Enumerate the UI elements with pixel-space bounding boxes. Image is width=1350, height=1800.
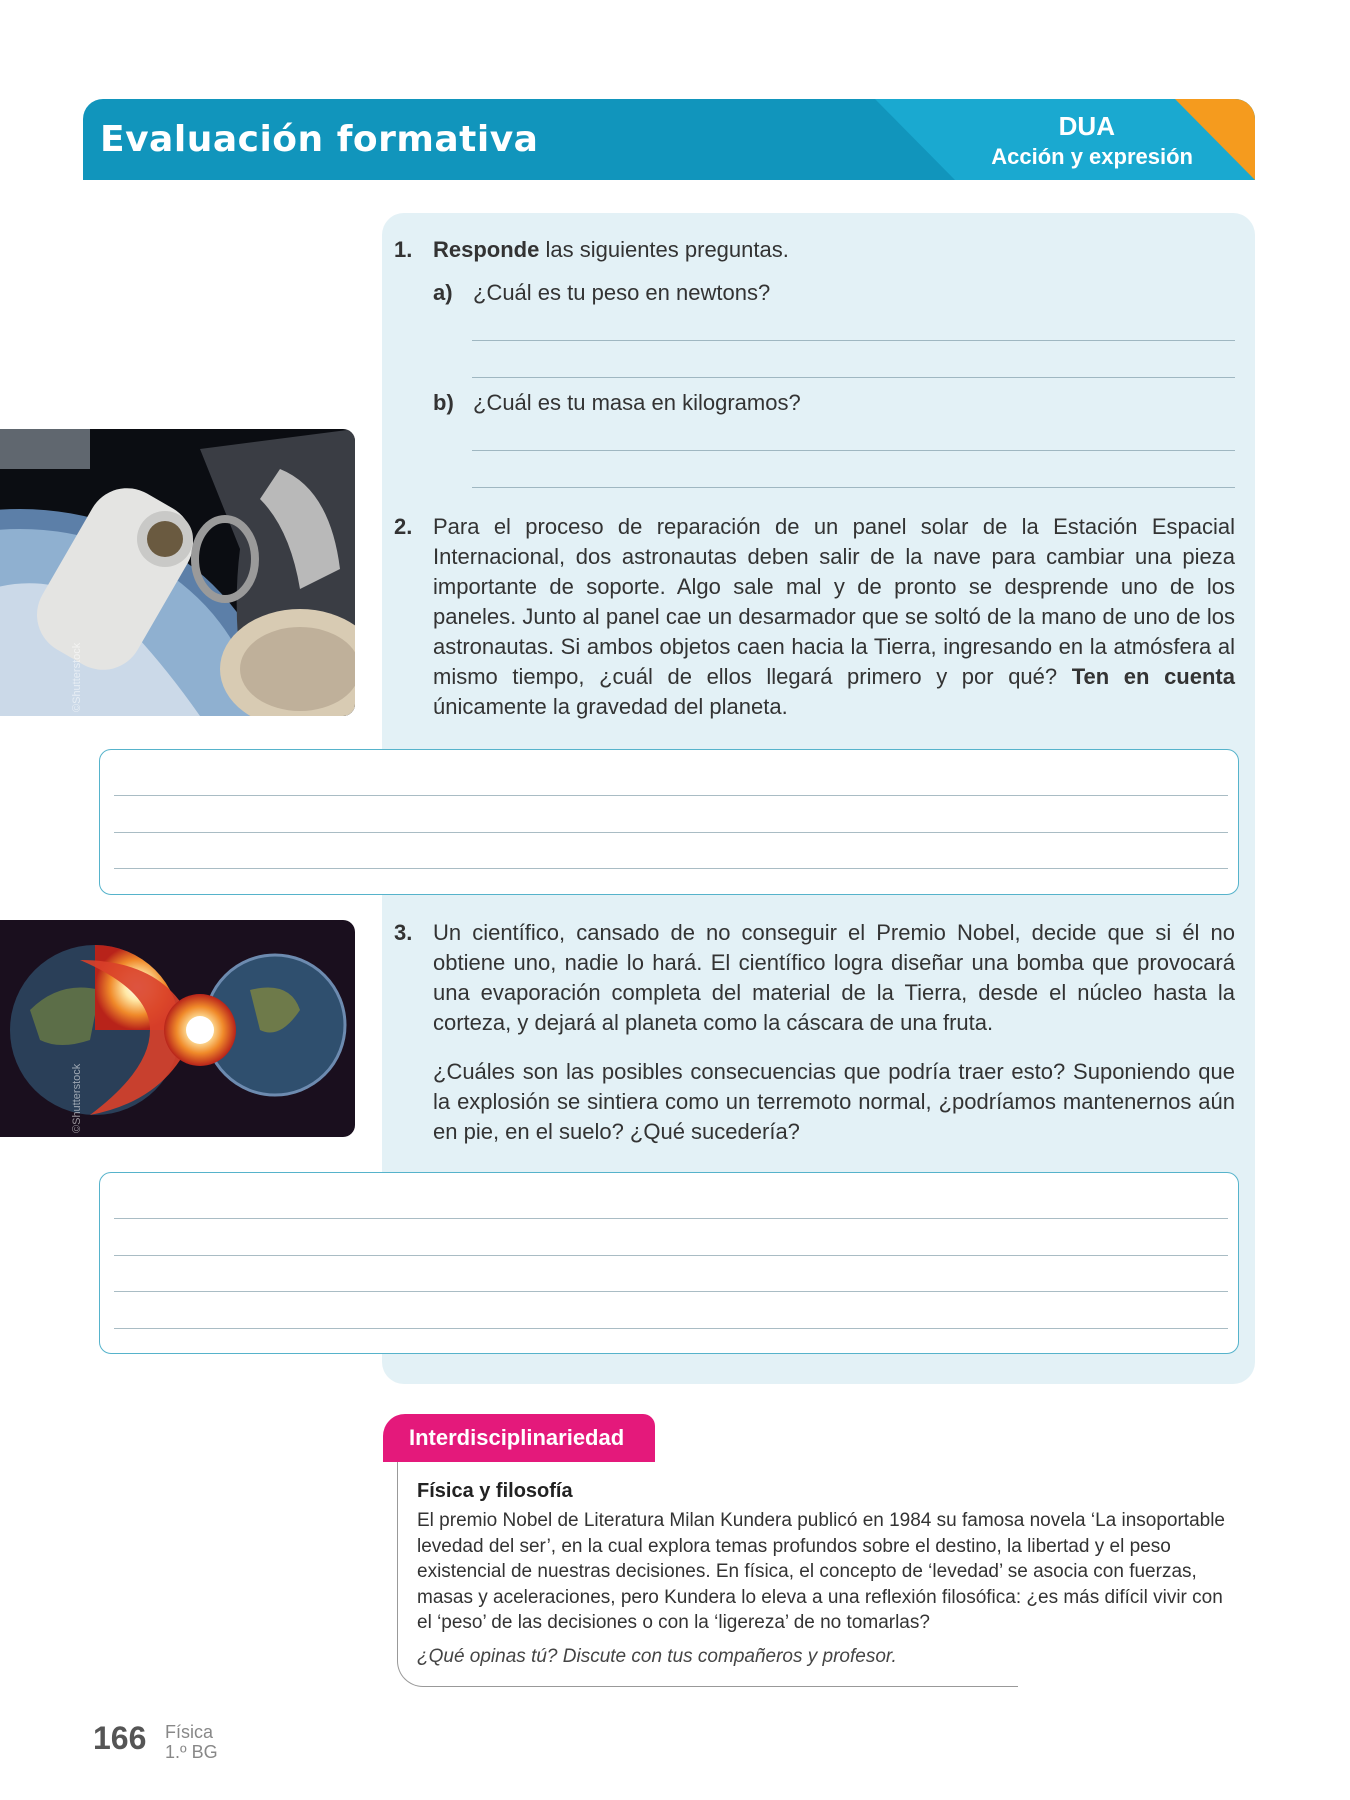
answer-line[interactable] [472, 450, 1235, 451]
text-part: Para el proceso de reparación de un panel solar de la Estación Espacial Internacional, dos astronautas deben salir de la nave para cambiar una pieza importante de soporte. Algo sale mal y de pronto se desprende uno de los paneles. Junto al panel cae un desarmador que se soltó de la mano de uno de los astronautas. Si ambos objetos caen hacia la Tierra, ingresando en la atmósfera al mismo tiempo, ¿cuál de ellos llegará primero y por qué? [433, 514, 1235, 689]
question-number: 3. [394, 920, 413, 945]
footer-subject [165, 1722, 218, 1762]
answer-line [114, 795, 1228, 796]
item-label: a) [433, 280, 453, 305]
dua-label: DUA [1058, 111, 1115, 141]
question-number: 1. [394, 237, 413, 262]
answer-box-2[interactable] [99, 749, 1239, 895]
item-text: ¿Cuál es tu masa en kilogramos? [473, 390, 801, 415]
question-text [433, 512, 1235, 722]
astronaut-photo [0, 429, 355, 716]
interdisciplinary-tab [383, 1414, 655, 1462]
answer-line[interactable] [472, 487, 1235, 488]
question-text: Un científico, cansado de no conseguir el Premio Nobel, decide que si él no obtiene uno, nadie lo hará. El científico logra diseñar una bomba que provocará una evaporación completa del material de la Tierra, desde el núcleo hasta la corteza, y dejará al planeta como la cáscara de una fruta. [433, 920, 1235, 1035]
earth-core-photo [0, 920, 355, 1137]
answer-line[interactable] [472, 377, 1235, 378]
section-title: Evaluación formativa [100, 119, 539, 160]
answer-box-3[interactable] [99, 1172, 1239, 1354]
answer-line [114, 868, 1228, 869]
interdisciplinary-text: El premio Nobel de Literatura Milan Kundera publicó en 1984 su famosa novela ‘La insoportable levedad del ser’, en la cual explora temas profundos sobre el destino, la libertad y el peso existencial de nuestras decisiones. En física, el concepto de ‘levedad’ se asocia con fuerzas, masas y aceleraciones, pero Kundera lo eleva a una reflexión filosófica: ¿es más difícil vivir con el ‘peso’ de las decisiones o con la ‘ligereza’ de no tomarlas? [417, 1510, 1226, 1633]
interdisciplinary-title: Física y filosofía [417, 1480, 573, 1502]
grade-label: 1.º BG [165, 1742, 218, 1762]
answer-line [114, 1255, 1228, 1256]
item-text: ¿Cuál es tu peso en newtons? [473, 280, 771, 305]
answer-line [114, 1218, 1228, 1219]
answer-line [114, 832, 1228, 833]
question-text: ¿Cuáles son las posibles consecuencias que podría traer esto? Suponiendo que la explosión se sintiera como un terremoto normal, ¿podríamos mantenernos aún en pie, en el suelo? ¿Qué sucedería? [433, 1059, 1235, 1144]
photo-credit: ©Shutterstock [71, 1063, 83, 1133]
section-header [83, 99, 1255, 180]
answer-line[interactable] [472, 340, 1235, 341]
subject-name: Física [165, 1722, 214, 1742]
answer-line [114, 1291, 1228, 1292]
interdisciplinary-question: ¿Qué opinas tú? Discute con tus compañeros y profesor. [417, 1646, 897, 1667]
question-number: 2. [394, 514, 413, 539]
question-prompt [433, 235, 789, 265]
prompt-bold: Responde [433, 237, 540, 262]
item-label: b) [433, 390, 454, 415]
dua-subtitle: Acción y expresión [991, 144, 1193, 169]
prompt-text: las siguientes preguntas. [539, 237, 789, 262]
page-number: 166 [93, 1720, 147, 1756]
text-bold: Ten en cuenta [1071, 664, 1235, 689]
photo-credit: ©Shutterstock [71, 642, 83, 712]
tab-label: Interdisciplinariedad [409, 1425, 625, 1450]
text-part: únicamente la gravedad del planeta. [433, 694, 788, 719]
answer-line [114, 1328, 1228, 1329]
